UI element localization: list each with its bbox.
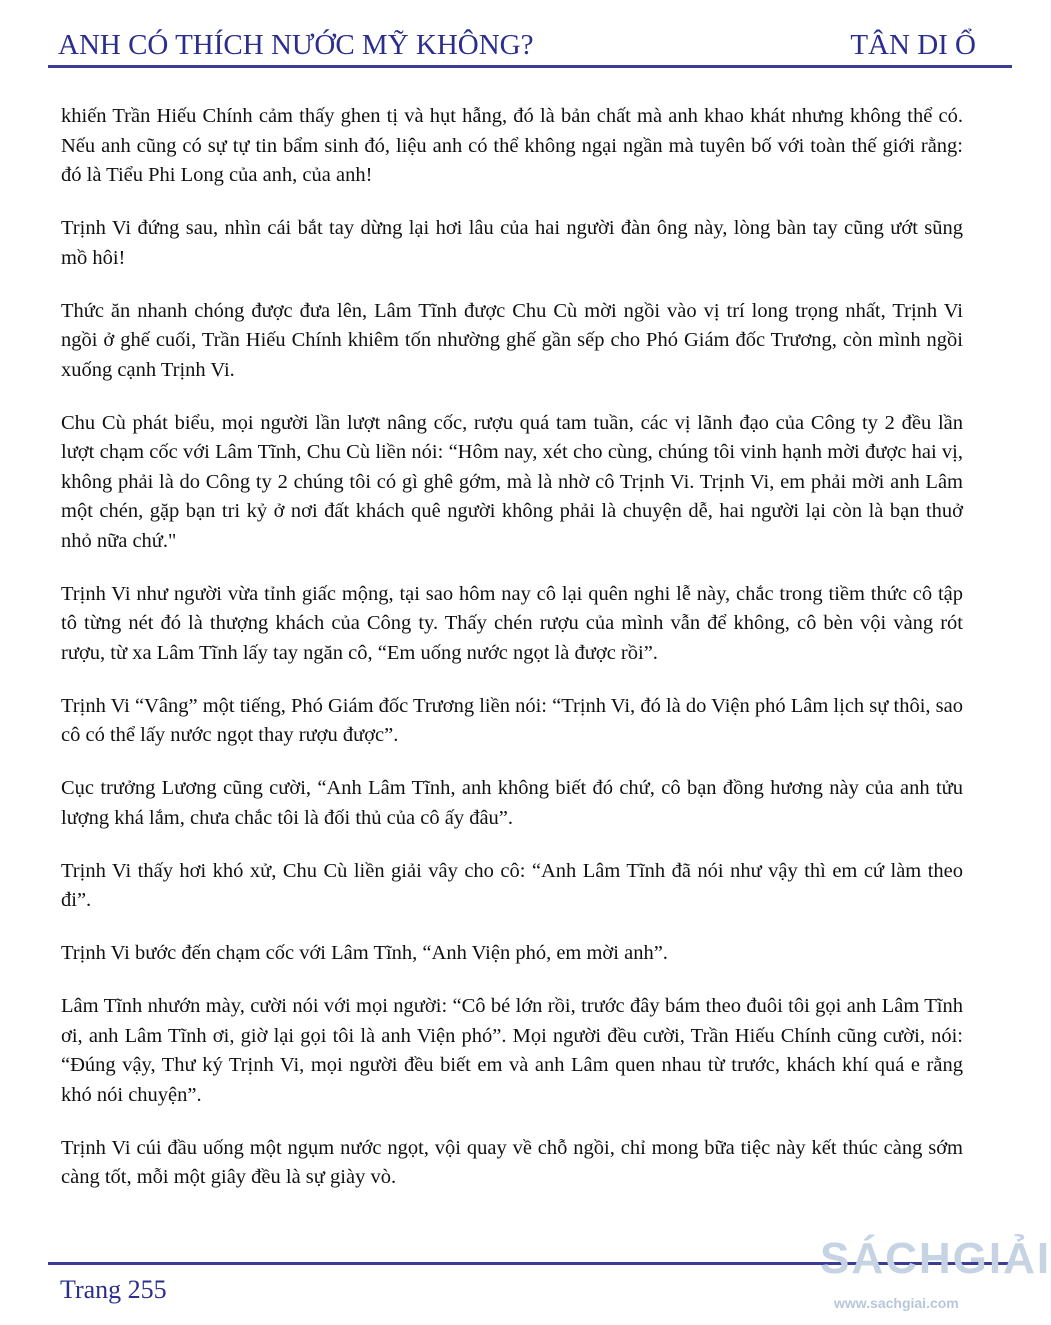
paragraph: khiến Trần Hiếu Chính cảm thấy ghen tị và hụt hẫng, đó là bản chất mà anh khao khát nhưng không thể có. Nếu anh cũng có sự tự tin bẩm sinh đó, liệu anh có thể không ngại ngần mà tuyên bố với toàn thế giới rằng: đó là Tiểu Phi Long của anh, của anh!: [61, 105, 963, 186]
header-divider: [48, 65, 1012, 68]
paragraph: Chu Cù phát biểu, mọi người lần lượt nâng cốc, rượu quá tam tuần, các vị lãnh đạo của Công ty 2 đều lần lượt chạm cốc với Lâm Tĩnh, Chu Cù liền nói: “Hôm nay, xét cho cùng, chúng tôi vinh hạnh mời được hai vị, không phải là do Công ty 2 chúng tôi có gì ghê gớm, mà là nhờ cô Trịnh Vi. Trịnh Vi, em phải mời anh Lâm một chén, gặp bạn tri kỷ ở nơi đất khách quê người không phải là chuyện dễ, hai người lại còn là bạn thuở nhỏ nữa chứ.": [61, 411, 963, 552]
paragraph: Trịnh Vi “Vâng” một tiếng, Phó Giám đốc Trương liền nói: “Trịnh Vi, đó là do Viện phó Lâm lịch sự thôi, sao cô có thể lấy nước ngọt thay rượu được”.: [61, 694, 963, 746]
paragraph: Trịnh Vi thấy hơi khó xử, Chu Cù liền giải vây cho cô: “Anh Lâm Tĩnh đã nói như vậy thì em cứ làm theo đi”.: [61, 859, 963, 911]
page-number: Trang 255: [60, 1275, 167, 1304]
paragraph: Trịnh Vi bước đến chạm cốc với Lâm Tĩnh, “Anh Viện phó, em mời anh”.: [61, 942, 668, 964]
paragraph: Trịnh Vi đứng sau, nhìn cái bắt tay dừng lại hơi lâu của hai người đàn ông này, lòng bàn tay cũng ướt sũng mồ hôi!: [61, 217, 963, 269]
book-title: ANH CÓ THÍCH NƯỚC MỸ KHÔNG?: [58, 29, 534, 61]
page-header: [58, 22, 976, 62]
page-body: [61, 102, 963, 1216]
watermark: [818, 1230, 1051, 1320]
watermark-url: www.sachgiai.com: [834, 1295, 959, 1311]
paragraph: Trịnh Vi cúi đầu uống một ngụm nước ngọt, vội quay về chỗ ngồi, chỉ mong bữa tiệc này kết thúc càng sớm càng tốt, mỗi một giây đều là sự giày vò.: [61, 1136, 963, 1188]
paragraph: Trịnh Vi như người vừa tỉnh giấc mộng, tại sao hôm nay cô lại quên nghi lễ này, chắc trong tiềm thức cô tập tô từng nét đó là thượng khách của Công ty. Thấy chén rượu của mình vẫn để không, cô bèn vội vàng rót rượu, từ xa Lâm Tĩnh lấy tay ngăn cô, “Em uống nước ngọt là được rồi”.: [61, 582, 963, 664]
watermark-logo: SÁCHGIẢI: [820, 1234, 1051, 1283]
author-name: TÂN DI Ổ: [850, 29, 976, 61]
paragraph: Thức ăn nhanh chóng được đưa lên, Lâm Tĩnh được Chu Cù mời ngồi vào vị trí long trọng nhất, Trịnh Vi ngồi ở ghế cuối, Trần Hiếu Chính khiêm tốn nhường ghế gần sếp cho Phó Giám đốc Trương, còn mình ngồi xuống cạnh Trịnh Vi.: [61, 299, 963, 381]
paragraph: Lâm Tĩnh nhướn mày, cười nói với mọi người: “Cô bé lớn rồi, trước đây bám theo đuôi tôi gọi anh Lâm Tĩnh ơi, anh Lâm Tĩnh ơi, giờ lại gọi tôi là anh Viện phó”. Mọi người đều cười, Trần Hiếu Chính cũng cười, nói: “Đúng vậy, Thư ký Trịnh Vi, mọi người đều biết em và anh Lâm quen nhau từ trước, khách khí quá e rằng khó nói chuyện”.: [61, 995, 963, 1106]
paragraph: Cục trưởng Lương cũng cười, “Anh Lâm Tĩnh, anh không biết đó chứ, cô bạn đồng hương này của anh tửu lượng khá lắm, chưa chắc tôi là đối thủ của cô ấy đâu”.: [61, 777, 963, 829]
